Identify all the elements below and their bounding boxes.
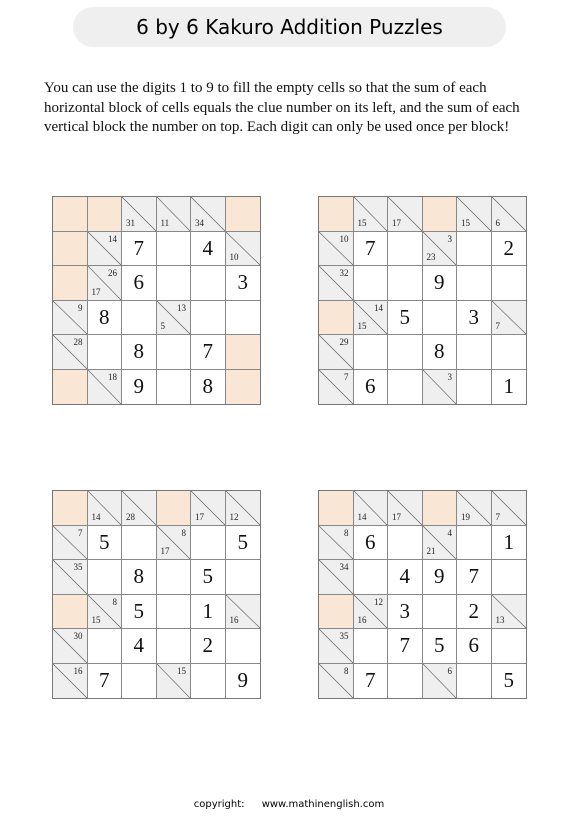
clue-cell (319, 335, 354, 370)
given-digit: 5 (133, 598, 144, 623)
clue-cell (319, 266, 354, 301)
across-clue: 10 (339, 233, 349, 244)
clue-cell (423, 370, 458, 405)
across-clue: 7 (344, 371, 349, 382)
entry-cell[interactable] (388, 664, 423, 699)
down-clue: 16 (357, 615, 367, 625)
down-clue: 13 (495, 615, 505, 625)
across-clue: 34 (339, 562, 349, 572)
blocked-cell (319, 491, 354, 526)
down-clue: 7 (495, 511, 500, 522)
kakuro-puzzle-3 (52, 490, 261, 699)
given-digit: 2 (503, 235, 514, 260)
title-banner (73, 7, 506, 47)
given-digit: 8 (133, 339, 144, 364)
entry-cell[interactable] (122, 266, 157, 301)
given-digit: 6 (133, 270, 144, 295)
entry-cell[interactable] (122, 629, 157, 664)
entry-cell[interactable] (157, 266, 192, 301)
entry-cell[interactable] (191, 526, 226, 561)
down-clue: 5 (160, 321, 165, 331)
clue-cell (319, 560, 354, 595)
entry-cell[interactable] (354, 266, 389, 301)
entry-cell[interactable] (492, 232, 527, 267)
clue-cell (88, 266, 123, 301)
entry-cell[interactable] (226, 664, 261, 699)
clue-cell (53, 526, 88, 561)
entry-cell[interactable] (226, 560, 261, 595)
down-clue: 6 (495, 217, 500, 228)
given-digit: 7 (468, 564, 479, 589)
entry-cell[interactable] (157, 595, 192, 630)
page-title: 6 by 6 Kakuro Addition Puzzles (136, 15, 443, 39)
across-clue: 9 (78, 302, 83, 313)
entry-cell[interactable] (226, 301, 261, 336)
entry-cell[interactable] (122, 526, 157, 561)
clue-cell (492, 301, 527, 336)
clue-cell (319, 526, 354, 561)
entry-cell[interactable] (88, 664, 123, 699)
across-clue: 12 (374, 596, 383, 607)
blocked-cell (226, 335, 261, 370)
clue-cell (53, 664, 88, 699)
across-clue: 8 (112, 596, 117, 607)
copyright-footer (0, 799, 578, 810)
entry-cell[interactable] (492, 335, 527, 370)
entry-cell[interactable] (388, 335, 423, 370)
entry-cell[interactable] (457, 664, 492, 699)
clue-cell (157, 197, 192, 232)
clue-cell (319, 629, 354, 664)
entry-cell[interactable] (388, 629, 423, 664)
given-digit: 4 (202, 235, 213, 260)
clue-cell (319, 232, 354, 267)
across-clue: 28 (73, 337, 83, 347)
across-clue: 16 (73, 665, 83, 676)
given-digit: 7 (133, 235, 144, 260)
entry-cell[interactable] (122, 560, 157, 595)
given-digit: 1 (503, 529, 514, 554)
clue-cell (53, 335, 88, 370)
given-digit: 7 (365, 235, 376, 260)
entry-cell[interactable] (457, 595, 492, 630)
given-digit: 6 (468, 633, 479, 658)
clue-cell (492, 595, 527, 630)
entry-cell[interactable] (492, 526, 527, 561)
down-clue: 19 (461, 511, 470, 522)
given-digit: 5 (202, 564, 213, 589)
entry-cell[interactable] (226, 266, 261, 301)
down-clue: 14 (91, 511, 101, 522)
entry-cell[interactable] (492, 560, 527, 595)
entry-cell[interactable] (492, 629, 527, 664)
given-digit: 4 (399, 564, 410, 589)
entry-cell[interactable] (88, 629, 123, 664)
clue-cell (157, 664, 192, 699)
entry-cell[interactable] (122, 664, 157, 699)
blocked-cell (53, 370, 88, 405)
given-digit: 3 (468, 304, 479, 329)
across-clue: 18 (108, 371, 117, 382)
blocked-cell (53, 232, 88, 267)
clue-cell (423, 664, 458, 699)
across-clue: 32 (339, 268, 349, 278)
across-clue: 14 (108, 233, 117, 244)
entry-cell[interactable] (354, 526, 389, 561)
given-digit: 5 (99, 529, 110, 554)
entry-cell[interactable] (122, 595, 157, 630)
copyright-site: www.mathinenglish.com (261, 799, 385, 810)
down-clue: 31 (126, 217, 135, 228)
entry-cell[interactable] (191, 232, 226, 267)
down-clue: 11 (160, 217, 170, 228)
down-clue: 17 (160, 546, 170, 556)
down-clue: 28 (126, 511, 135, 522)
given-digit: 9 (133, 374, 144, 399)
blocked-cell (88, 197, 123, 232)
entry-cell[interactable] (88, 335, 123, 370)
entry-cell[interactable] (88, 526, 123, 561)
clue-cell (226, 491, 261, 526)
given-digit: 7 (399, 633, 410, 658)
clue-cell (423, 526, 458, 561)
blocked-cell (53, 595, 88, 630)
entry-cell[interactable] (423, 301, 458, 336)
down-clue: 21 (426, 546, 436, 556)
entry-cell[interactable] (191, 301, 226, 336)
down-clue: 34 (195, 217, 204, 228)
entry-cell[interactable] (492, 266, 527, 301)
clue-cell (354, 301, 389, 336)
down-clue: 12 (229, 511, 239, 522)
entry-cell[interactable] (388, 266, 423, 301)
entry-cell[interactable] (388, 301, 423, 336)
entry-cell[interactable] (122, 301, 157, 336)
clue-cell (319, 664, 354, 699)
entry-cell[interactable] (157, 232, 192, 267)
clue-cell (53, 301, 88, 336)
entry-cell[interactable] (191, 370, 226, 405)
given-digit: 2 (468, 598, 479, 623)
clue-cell (88, 232, 123, 267)
given-digit: 5 (434, 633, 445, 658)
given-digit: 8 (99, 304, 110, 329)
given-digit: 1 (202, 598, 213, 623)
down-clue: 17 (195, 511, 204, 522)
across-clue: 8 (344, 527, 349, 538)
entry-cell[interactable] (191, 560, 226, 595)
across-clue: 15 (177, 665, 186, 676)
down-clue: 17 (392, 217, 401, 228)
clue-cell (157, 301, 192, 336)
down-clue: 23 (426, 252, 436, 262)
given-digit: 5 (503, 668, 514, 693)
entry-cell[interactable] (157, 629, 192, 664)
entry-cell[interactable] (191, 629, 226, 664)
across-clue: 3 (447, 371, 452, 382)
blocked-cell (53, 491, 88, 526)
instructions-text: You can use the digits 1 to 9 to fill the empty cells so that the sum of each horizontal block of cells equals the clue number on its left, and the sum of each vertical block the number on top. Each digit can only be used once per block! (44, 80, 520, 135)
blocked-cell (53, 197, 88, 232)
given-digit: 7 (365, 668, 376, 693)
clue-cell (88, 491, 123, 526)
clue-cell (354, 197, 389, 232)
entry-cell[interactable] (457, 370, 492, 405)
given-digit: 2 (202, 633, 213, 658)
entry-cell[interactable] (354, 370, 389, 405)
entry-cell[interactable] (388, 595, 423, 630)
clue-cell (226, 595, 261, 630)
down-clue: 14 (357, 511, 367, 522)
clue-cell (388, 491, 423, 526)
clue-cell (191, 197, 226, 232)
down-clue: 15 (357, 217, 367, 228)
given-digit: 3 (399, 598, 410, 623)
entry-cell[interactable] (157, 560, 192, 595)
across-clue: 26 (108, 268, 117, 278)
kakuro-puzzle-1 (52, 196, 261, 405)
entry-cell[interactable] (457, 560, 492, 595)
entry-cell[interactable] (354, 629, 389, 664)
across-clue: 29 (339, 337, 349, 347)
blocked-cell (319, 197, 354, 232)
blocked-cell (319, 595, 354, 630)
entry-cell[interactable] (423, 595, 458, 630)
entry-cell[interactable] (423, 335, 458, 370)
entry-cell[interactable] (122, 335, 157, 370)
down-clue: 10 (229, 252, 239, 262)
across-clue: 35 (339, 631, 349, 641)
clue-cell (88, 595, 123, 630)
down-clue: 17 (392, 511, 401, 522)
clue-cell (319, 370, 354, 405)
down-clue: 15 (91, 615, 101, 625)
across-clue: 14 (374, 302, 383, 313)
entry-cell[interactable] (88, 301, 123, 336)
across-clue: 7 (78, 527, 83, 538)
clue-cell (122, 491, 157, 526)
clue-cell (388, 197, 423, 232)
blocked-cell (319, 301, 354, 336)
clue-cell (457, 197, 492, 232)
across-clue: 3 (447, 233, 452, 244)
across-clue: 13 (177, 302, 186, 313)
clue-cell (492, 491, 527, 526)
entry-cell[interactable] (388, 370, 423, 405)
blocked-cell (226, 370, 261, 405)
across-clue: 30 (73, 631, 83, 641)
entry-cell[interactable] (388, 560, 423, 595)
entry-cell[interactable] (88, 560, 123, 595)
entry-cell[interactable] (191, 335, 226, 370)
given-digit: 6 (365, 529, 376, 554)
given-digit: 8 (133, 564, 144, 589)
copyright-label: copyright: (193, 799, 245, 810)
entry-cell[interactable] (226, 526, 261, 561)
blocked-cell (157, 491, 192, 526)
entry-cell[interactable] (157, 335, 192, 370)
entry-cell[interactable] (423, 560, 458, 595)
entry-cell[interactable] (354, 335, 389, 370)
blocked-cell (423, 491, 458, 526)
entry-cell[interactable] (492, 370, 527, 405)
entry-cell[interactable] (388, 526, 423, 561)
entry-cell[interactable] (191, 664, 226, 699)
clue-cell (492, 197, 527, 232)
down-clue: 15 (357, 321, 367, 331)
given-digit: 7 (202, 339, 213, 364)
entry-cell[interactable] (423, 629, 458, 664)
entry-cell[interactable] (423, 266, 458, 301)
entry-cell[interactable] (226, 629, 261, 664)
down-clue: 16 (229, 615, 239, 625)
entry-cell[interactable] (122, 370, 157, 405)
entry-cell[interactable] (157, 370, 192, 405)
entry-cell[interactable] (457, 301, 492, 336)
clue-cell (88, 370, 123, 405)
entry-cell[interactable] (457, 266, 492, 301)
given-digit: 1 (503, 374, 514, 399)
clue-cell (226, 232, 261, 267)
across-clue: 35 (73, 562, 83, 572)
clue-cell (122, 197, 157, 232)
given-digit: 8 (434, 339, 445, 364)
given-digit: 9 (434, 564, 445, 589)
entry-cell[interactable] (122, 232, 157, 267)
clue-cell (191, 491, 226, 526)
down-clue: 7 (495, 321, 500, 331)
entry-cell[interactable] (191, 266, 226, 301)
across-clue: 4 (447, 527, 452, 538)
entry-cell[interactable] (354, 560, 389, 595)
blocked-cell (226, 197, 261, 232)
entry-cell[interactable] (354, 232, 389, 267)
given-digit: 9 (434, 270, 445, 295)
entry-cell[interactable] (457, 335, 492, 370)
clue-cell (53, 560, 88, 595)
entry-cell[interactable] (191, 595, 226, 630)
entry-cell[interactable] (388, 232, 423, 267)
given-digit: 7 (99, 668, 110, 693)
given-digit: 8 (202, 374, 213, 399)
given-digit: 5 (399, 304, 410, 329)
entry-cell[interactable] (492, 664, 527, 699)
given-digit: 4 (133, 633, 144, 658)
given-digit: 3 (237, 270, 248, 295)
clue-cell (354, 595, 389, 630)
kakuro-puzzle-2 (318, 196, 527, 405)
across-clue: 6 (447, 665, 452, 676)
clue-cell (53, 629, 88, 664)
kakuro-puzzle-4 (318, 490, 527, 699)
entry-cell[interactable] (457, 232, 492, 267)
down-clue: 17 (91, 286, 101, 297)
given-digit: 6 (365, 374, 376, 399)
clue-cell (423, 232, 458, 267)
given-digit: 5 (237, 529, 248, 554)
entry-cell[interactable] (457, 629, 492, 664)
entry-cell[interactable] (457, 526, 492, 561)
given-digit: 9 (237, 668, 248, 693)
clue-cell (354, 491, 389, 526)
blocked-cell (53, 266, 88, 301)
blocked-cell (423, 197, 458, 232)
across-clue: 8 (181, 527, 186, 538)
entry-cell[interactable] (354, 664, 389, 699)
across-clue: 8 (344, 665, 349, 676)
clue-cell (157, 526, 192, 561)
down-clue: 15 (461, 217, 470, 228)
clue-cell (457, 491, 492, 526)
